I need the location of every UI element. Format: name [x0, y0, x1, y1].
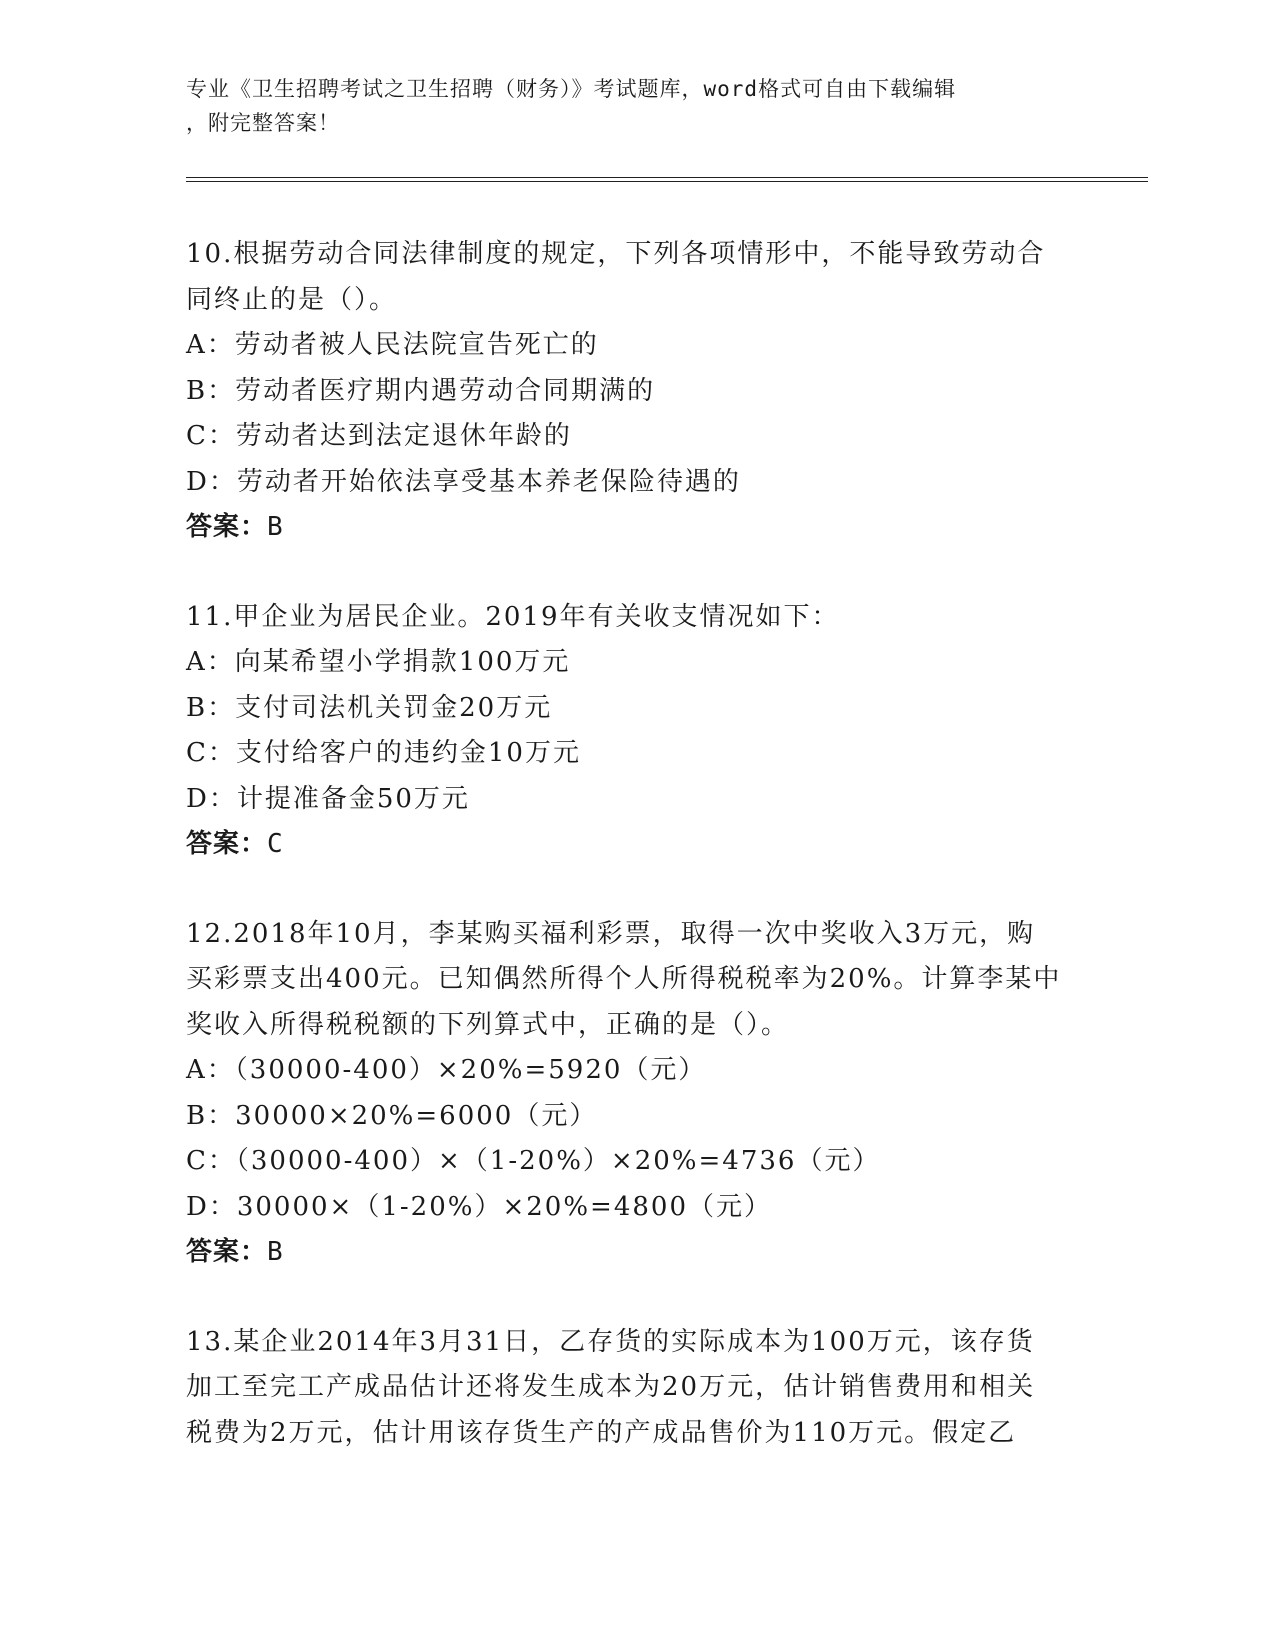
question-list — [186, 232, 1086, 1500]
answer-line — [186, 822, 1086, 868]
option-d: D：劳动者开始依法享受基本养老保险待遇的 — [186, 466, 741, 497]
question-stem-line: 税费为2万元，估计用该存货生产的产成品售价为110万元。假定乙 — [186, 1417, 1017, 1448]
question-stem-line: 12.2018年10月，李某购买福利彩票，取得一次中奖收入3万元，购 — [186, 918, 1036, 949]
header-text-line2: ，附完整答案！ — [186, 111, 340, 135]
answer-value: B — [267, 512, 284, 542]
question-stem-line: 同终止的是（）。 — [186, 284, 398, 315]
option-b: B：支付司法机关罚金20万元 — [186, 692, 553, 723]
option-d: D：30000×（1-20%）×20%=4800（元） — [186, 1191, 772, 1222]
question-stem-line: 加工至完工产成品估计还将发生成本为20万元，估计销售费用和相关 — [186, 1372, 1036, 1402]
question-12 — [186, 912, 1086, 1276]
option-a: A：（30000-400）×20%=5920（元） — [186, 1055, 707, 1085]
question-10 — [186, 232, 1086, 551]
answer-line — [186, 1230, 1086, 1276]
option-a: A：劳动者被人民法院宣告死亡的 — [186, 330, 599, 360]
question-13 — [186, 1320, 1086, 1457]
answer-label: 答案： — [186, 829, 268, 859]
option-b: B：30000×20%=6000（元） — [186, 1100, 598, 1131]
answer-label: 答案： — [186, 512, 268, 542]
option-c: C：支付给客户的违约金10万元 — [186, 738, 581, 768]
answer-line — [186, 505, 1086, 551]
header-text-line1: 专业《卫生招聘考试之卫生招聘（财务）》考试题库，word格式可自由下载编辑 — [186, 77, 957, 101]
header-divider — [186, 177, 1148, 182]
question-stem-line: 11.甲企业为居民企业。2019年有关收支情况如下： — [186, 601, 840, 632]
option-b: B：劳动者医疗期内遇劳动合同期满的 — [186, 375, 656, 406]
question-stem-line: 10.根据劳动合同法律制度的规定，下列各项情形中，不能导致劳动合 — [186, 239, 1046, 269]
option-c: C：（30000-400）×（1-20%）×20%=4736（元） — [186, 1146, 881, 1176]
option-d: D：计提准备金50万元 — [186, 783, 470, 814]
question-11 — [186, 595, 1086, 868]
option-c: C：劳动者达到法定退休年龄的 — [186, 421, 572, 451]
answer-value: C — [267, 829, 284, 859]
question-stem-line: 买彩票支出400元。已知偶然所得个人所得税税率为20%。计算李某中 — [186, 964, 1062, 994]
answer-value: B — [267, 1237, 284, 1267]
option-a: A：向某希望小学捐款100万元 — [186, 647, 571, 677]
question-stem-line: 奖收入所得税税额的下列算式中，正确的是（）。 — [186, 1009, 790, 1040]
page-header — [186, 72, 1086, 140]
answer-label: 答案： — [186, 1237, 268, 1267]
question-stem-line: 13.某企业2014年3月31日，乙存货的实际成本为100万元，该存货 — [186, 1326, 1035, 1357]
